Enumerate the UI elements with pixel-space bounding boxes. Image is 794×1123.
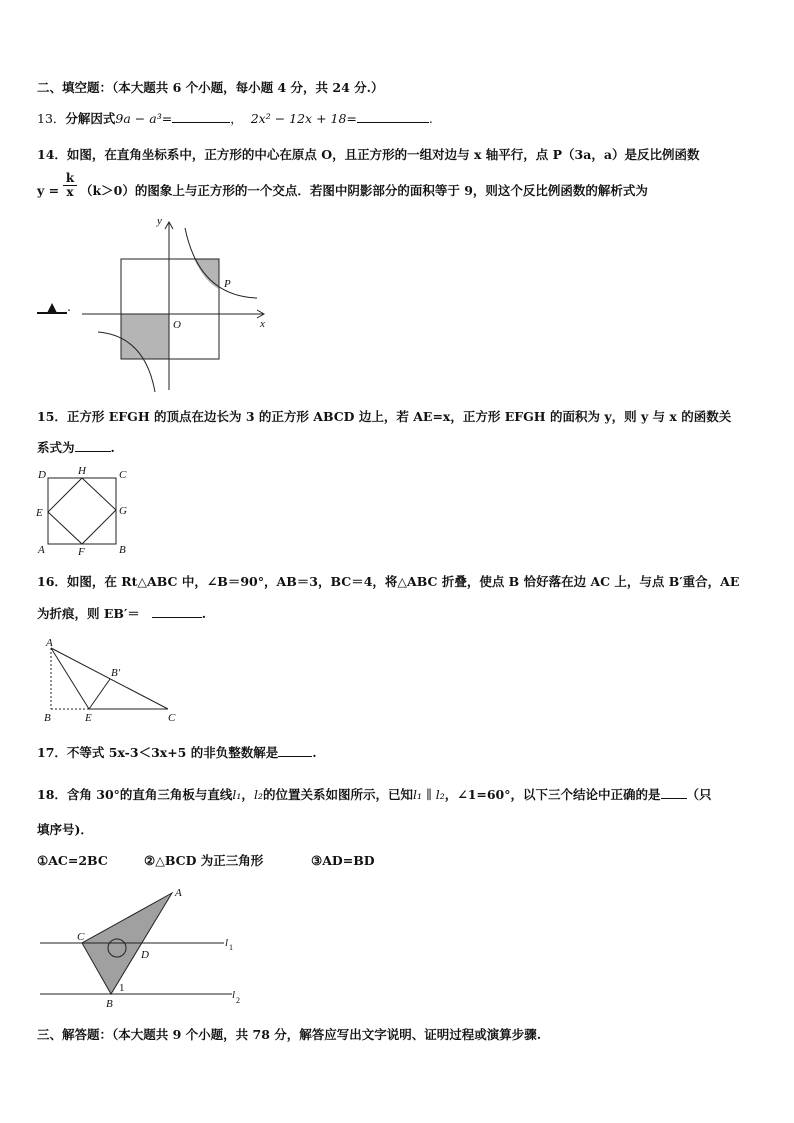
q18-line2: 填序号)． [37,822,93,837]
q13-text: 分解因式 [65,111,116,126]
q16-label-E: E [85,712,92,724]
q18-parallel: l₁ ∥ l₂ [412,787,445,802]
q18-l2: l₂ [253,787,263,802]
q15-label-C: C [119,469,127,481]
q14-answer-end: . [67,299,71,314]
q15-label-G: G [119,505,127,517]
q14-frac-num: k [65,171,75,185]
q18-label-one: 1 [119,982,125,994]
q16-line1: 16．如图，在 Rt△ABC 中，∠B＝90°，AB＝3，BC＝4，将△ABC 折叠，使点 B 恰好落在边 AC 上，与点 B′重合，AE [37,574,740,589]
answer-triangle-icon: ▲ [47,299,57,314]
q16-label-A: A [46,637,53,649]
q13-expr1: 9a − a³= [115,111,173,126]
q14-y-eq: y = [37,183,60,198]
q14-frac-den: x [63,185,77,199]
q18-option-3: ③AD=BD [311,853,375,868]
q18-label-l2-sub: 2 [236,996,240,1005]
q17-end: . [312,745,317,760]
q18-text-d: （只 [686,787,712,802]
q16-label-B: B [44,712,51,724]
q18-text-a: 18．含角 30°的直角三角板与直线 [37,787,233,802]
q15-label-D: D [38,469,46,481]
q15-end: . [110,440,115,455]
q18-option-1: ①AC=2BC [37,853,108,868]
q18-label-l1: l [225,937,229,949]
q18-text-c: ，∠1=60°，以下三个结论中正确的是 [444,787,661,802]
q15-label-F: F [78,546,85,558]
q14-label-o: O [173,319,181,331]
q15-line1: 15．正方形 EFGH 的顶点在边长为 3 的正方形 ABCD 边上，若 AE=x，正方形 EFGH 的面积为 y，则 y 与 x 的函数关 [37,409,732,424]
q15-label-E: E [36,507,43,519]
q13-sep: ， [230,111,243,126]
q15-label-H: H [78,465,86,477]
q18-label-l1-sub: 1 [229,943,233,952]
q18-comma: ， [241,787,254,802]
q13-number: 13． [37,111,66,126]
section-heading-fill-in: 二、填空题：（本大题共 6 个小题，每小题 4 分，共 24 分.） [37,80,384,95]
q18-label-D: D [141,949,149,961]
q14-label-p: P [224,278,231,290]
q14-label-y: y [157,215,162,227]
q15-label-A: A [38,544,45,556]
q14-line1: 14．如图，在直角坐标系中，正方形的中心在原点 O，且正方形的一组对边与 x 轴平行，点 P（3a，a）是反比例函数 [37,147,700,162]
q17-text: 17．不等式 5x-3＜3x+5 的非负整数解是 [37,745,279,760]
q13-expr2: 2x² − 12x + 18= [250,111,357,126]
q18-label-l2: l [232,989,236,1001]
q16-label-B2: B′ [111,667,121,679]
q18-label-C: C [77,931,85,943]
q18-text-b: 的位置关系如图所示，已知 [262,787,413,802]
q18-l1: l₁ [232,787,242,802]
q18-label-B: B [106,998,113,1010]
q14-line2: （k＞0）的图象上与正方形的一个交点．若图中阴影部分的面积等于 9，则这个反比例函数的解析式为 [80,183,648,198]
q15-line2-text: 系式为 [37,440,75,455]
q13-end: . [428,111,433,126]
section-heading-solutions: 三、解答题：（本大题共 9 个小题，共 78 分，解答应写出文字说明、证明过程或演算步骤. [37,1027,542,1042]
q16-end: . [201,606,207,621]
q18-option-2: ②△BCD 为正三角形 [144,853,264,868]
q16-line2-text: 为折痕，则 EB′＝ [37,606,140,621]
q14-label-x: x [260,318,265,330]
q16-label-C: C [168,712,176,724]
q18-label-A: A [175,887,182,899]
q15-label-B: B [119,544,126,556]
